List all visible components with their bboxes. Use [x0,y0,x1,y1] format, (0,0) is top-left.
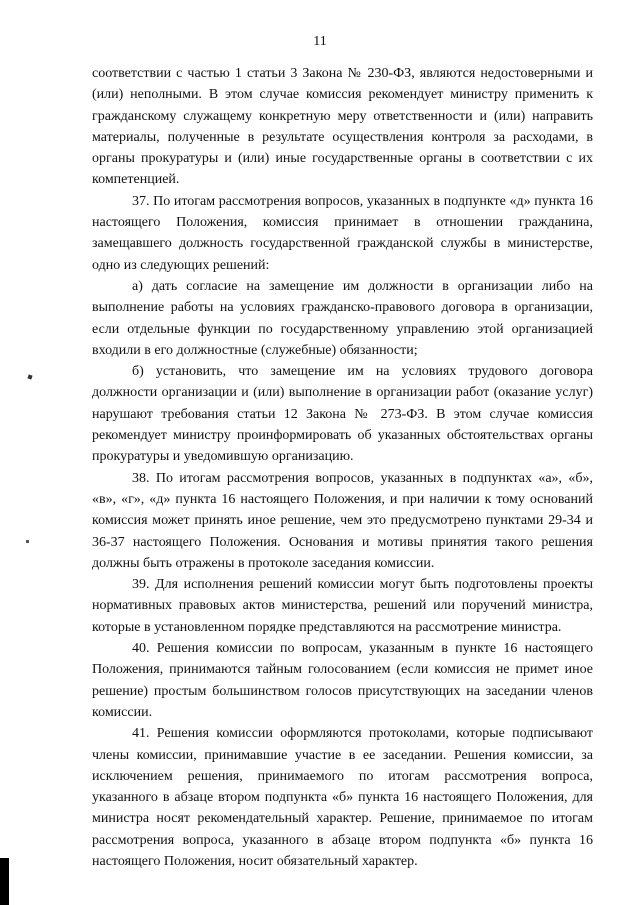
paragraph-39: 39. Для исполнения решений комиссии могут быть подготовлены проекты нормативных правовых актов министерства, решений или поручений министра, которые в установленном порядке представляются на рассмотрение министра. [92,577,593,635]
paragraph-38: 38. По итогам рассмотрения вопросов, указанных в подпунктах «а», «б», «в», «г», «д» пункта 16 настоящего Положения, и при наличии к тому оснований комиссия может принять иное решение, чем это предусмотрено пунктами 29-34 и 36-37 настоящего Положения. Основания и мотивы принятия такого решения должны быть отражены в протоколе заседания комиссии. [92,470,593,571]
document-body [92,63,593,872]
paragraph-continuation: соответствии с частью 1 статьи 3 Закона № 230-ФЗ, являются недостоверными и (или) неполными. В этом случае комиссия рекомендует министру применить к гражданскому служащему конкретную меру ответственности и (или) направить материалы, полученные в результате осуществления контроля за расходами, в органы прокуратуры и (или) иные государственные органы в соответствии с их компетенцией. [92,66,593,188]
scan-speck-mark [26,540,29,543]
paragraph-37-a: а) дать согласие на замещение им должности в организации либо на выполнение работы на условиях гражданско-правового договора в организации, если отдельные функции по государственному управлению этой организацией входили в его должностные (служебные) обязанности; [92,278,593,358]
paragraph-37: 37. По итогам рассмотрения вопросов, указанных в подпункте «д» пункта 16 настоящего Положения, комиссия принимает в отношении гражданина, замещавшего должность государственной гражданской службы в министерстве, одно из следующих решений: [92,193,593,273]
paragraph-37-b: б) установить, что замещение им на условиях трудового договора должности организации и (или) выполнение в организации работ (оказание услуг) нарушают требования статьи 12 Закона № 273-ФЗ. В этом случае комиссия рекомендует министру проинформировать об указанных обстоятельствах органы прокуратуры и уведомившую организацию. [92,364,593,465]
paragraph-41: 41. Решения комиссии оформляются протоколами, которые подписывают члены комиссии, принимавшие участие в ее заседании. Решения комиссии, за исключением решения, принимаемого по итогам рассмотрения вопроса, указанного в абзаце втором подпункта «б» пункта 16 настоящего Положения, для министра носят рекомендательный характер. Решение, принимаемое по итогам рассмотрения вопроса, указанного в абзаце втором подпункта «б» пункта 16 настоящего Положения, носит обязательный характер. [92,726,593,869]
page-number: 11 [313,34,327,49]
paragraph-40: 40. Решения комиссии по вопросам, указанным в пункте 16 настоящего Положения, принимаются тайным голосованием (если комиссия не примет иное решение) простым большинством голосов присутствующих на заседании членов комиссии. [92,641,593,720]
scan-binding-edge [0,858,9,905]
scan-speck-mark [27,374,32,379]
